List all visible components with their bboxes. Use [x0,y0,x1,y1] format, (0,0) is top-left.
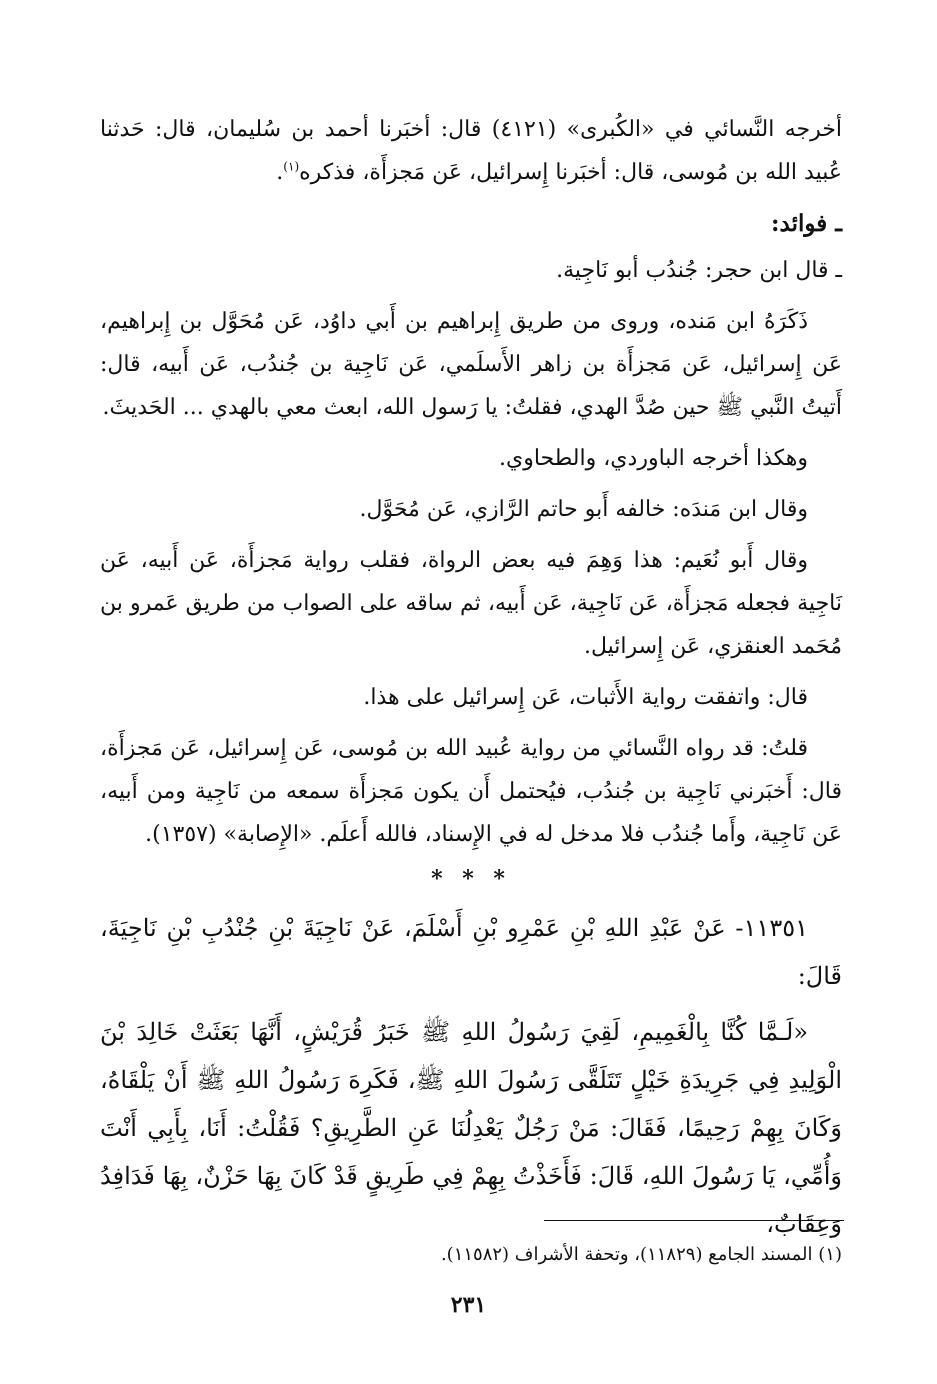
hadith-matn: «لَـمَّا كُنَّا بِالْغَمِيمِ، لَقِيَ رَسُولُ اللهِ ﷺ خَبَرُ قُرَيْشٍ، أَنَّهَا بَعَثَتْ خَالِدَ بْنَ الْوَلِيدِ فِي جَرِيدَةِ خَيْلٍ تَتَلَقَّى رَسُولَ اللهِ ﷺ، فَكَرِهَ رَسُولُ اللهِ ﷺ أَنْ يَلْقَاهُ، وَكَانَ بِهِمْ رَحِيمًا، فَقَالَ: مَنْ رَجُلٌ يَعْدِلُنَا عَنِ الطَّرِيقِ؟ فَقُلْتُ: أَنَا، بِأَبِي أَنْتَ وَأُمِّي، يَا رَسُولَ اللهِ، قَالَ: فَأَخَذْتُ بِهِمْ فِي طَرِيقٍ قَدْ كَانَ بِهَا حَزْنٌ، بِهَا فَدَافِدُ وَعِقَابٌ، [100,1018,843,1238]
page-body [100,108,842,1256]
section-divider: * * * [431,866,511,892]
hadith-intro [100,904,842,1000]
paragraph-ibn-mandah-2: وقال ابن مَندَه: خالفه أَبو حاتم الرَّازي، عَن مُحَوَّل. [359,497,808,522]
paragraph-bawardi: وهكذا أخرجه الباوردي، والطحاوي. [498,446,808,471]
paragraph-ibn-hajar: ـ قال ابن حجر: جُندُب أبو نَاجِية. [556,258,842,283]
hadith-isnad: عَنْ عَبْدِ اللهِ بْنِ عَمْرِو بْنِ أَسْلَمَ، عَنْ نَاجِيَةَ بْنِ جُنْدُبِ بْنِ نَاجِيَةَ، قَالَ: [100,914,842,990]
page-number: ٢٣١ [450,1292,487,1318]
footnote-divider [544,1220,844,1221]
takhrij-end: . [276,160,284,185]
paragraph-qultu: قلتُ: قد رواه النَّسائي من رواية عُبيد الله بن مُوسى، عَن إِسرائيل، عَن مَجزأَة، قال: أَخبَرني نَاجِية بن جُندُب، فيُحتمل أَن يكون مَجزأَة سمعه من نَاجِية ومن أَبيه، عَن نَاجِية، وأَما جُندُب فلا مدخل له في الإِسناد، فالله أَعلَم. «الإِصابة» (١٣٥٧). [100,736,842,847]
paragraph-takhrij [100,108,842,194]
footnote-ref[interactable]: (١) [283,159,300,174]
takhrij-text: أخرجه النَّسائي في «الكُبرى» (٤١٢١) قال: أخبَرنا أحمد بن سُليمان، قال: حَدثنا عُبيد الله بن مُوسى، قال: أخبَرنا إِسرائيل، عَن مَجزأَة، فذكره [100,117,843,185]
paragraph-ithbat: قال: واتفقت رواية الأَثبات، عَن إِسرائيل على هذا. [363,685,808,710]
hadith-number: ١١٣٥١- [735,914,808,942]
section-heading-fawaid: ـ فوائد: [771,210,842,237]
paragraph-abu-nuaym: وقال أَبو نُعَيم: هذا وَهِمَ فيه بعض الرواة، فقلب رواية مَجزأَة، عَن أَبيه، عَن نَاجِية فجعله مَجزأَة، عَن نَاجِية، عَن أَبيه، ثم ساقه على الصواب من طريق عَمرو بن مُحَمد العنقزي، عَن إِسرائيل. [100,548,842,659]
paragraph-ibn-mandah: ذَكَرَهُ ابن مَنده، وروى من طريق إِبراهيم بن أَبي داوُد، عَن مُحَوَّل بن إِبراهيم، عَن إِسرائيل، عَن مَجزأَة بن زاهر الأَسلَمي، عَن نَاجِية بن جُندُب، عَن أَبيه، قال: أَتيتُ النَّبي ﷺ حين صُدَّ الهدي، فقلتُ: يا رَسول الله، ابعث معي بالهدي ... الحَديثَ. [100,309,842,420]
footnote: (١) المسند الجامع (١١٨٢٩)، وتحفة الأشراف (١١٥٨٢). [440,1244,842,1265]
